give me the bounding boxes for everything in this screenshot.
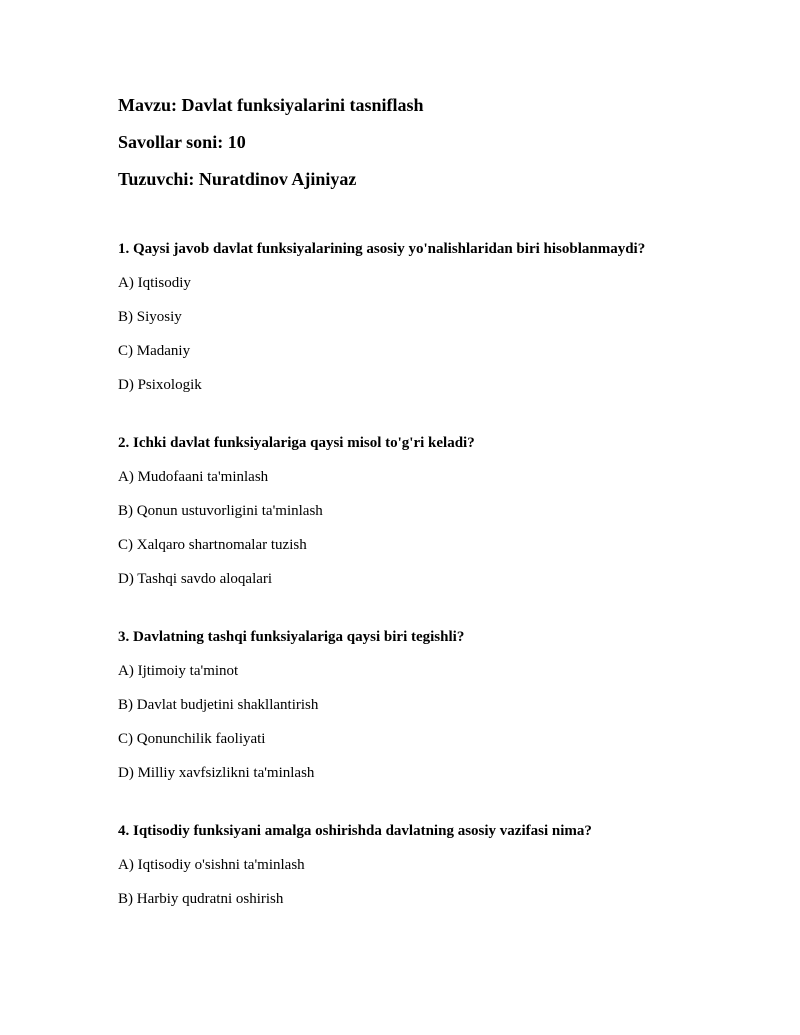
option-b: B) Harbiy qudratni oshirish [118,891,284,907]
question-text: 2. Ichki davlat funksiyalariga qaysi misol to'g'ri keladi? [118,435,475,451]
option-c: C) Xalqaro shartnomalar tuzish [118,537,307,553]
question-2 [118,431,758,591]
question-count: Savollar soni: 10 [118,132,246,152]
option-a: A) Iqtisodiy [118,275,191,291]
topic-title: Mavzu: Davlat funksiyalarini tasniflash [118,95,424,115]
author-line: Tuzuvchi: Nuratdinov Ajiniyaz [118,169,357,189]
question-1 [118,237,758,397]
option-c: C) Qonunchilik faoliyati [118,731,266,747]
option-a: A) Iqtisodiy o'sishni ta'minlash [118,857,305,873]
question-text: 3. Davlatning tashqi funksiyalariga qaysi biri tegishli? [118,629,465,645]
question-text: 1. Qaysi javob davlat funksiyalarining asosiy yo'nalishlaridan biri hisoblanmaydi? [118,241,646,257]
option-a: A) Mudofaani ta'minlash [118,469,269,485]
question-text: 4. Iqtisodiy funksiyani amalga oshirishda davlatning asosiy vazifasi nima? [118,823,592,839]
option-a: A) Ijtimoiy ta'minot [118,663,239,679]
question-3 [118,625,758,785]
option-b: B) Siyosiy [118,309,182,325]
option-b: B) Davlat budjetini shakllantirish [118,697,319,713]
document-header [118,92,758,203]
question-list [118,237,758,945]
option-b: B) Qonun ustuvorligini ta'minlash [118,503,323,519]
option-d: D) Milliy xavfsizlikni ta'minlash [118,765,315,781]
question-4 [118,819,758,911]
option-d: D) Tashqi savdo aloqalari [118,571,273,587]
option-d: D) Psixologik [118,377,202,393]
option-c: C) Madaniy [118,343,191,359]
